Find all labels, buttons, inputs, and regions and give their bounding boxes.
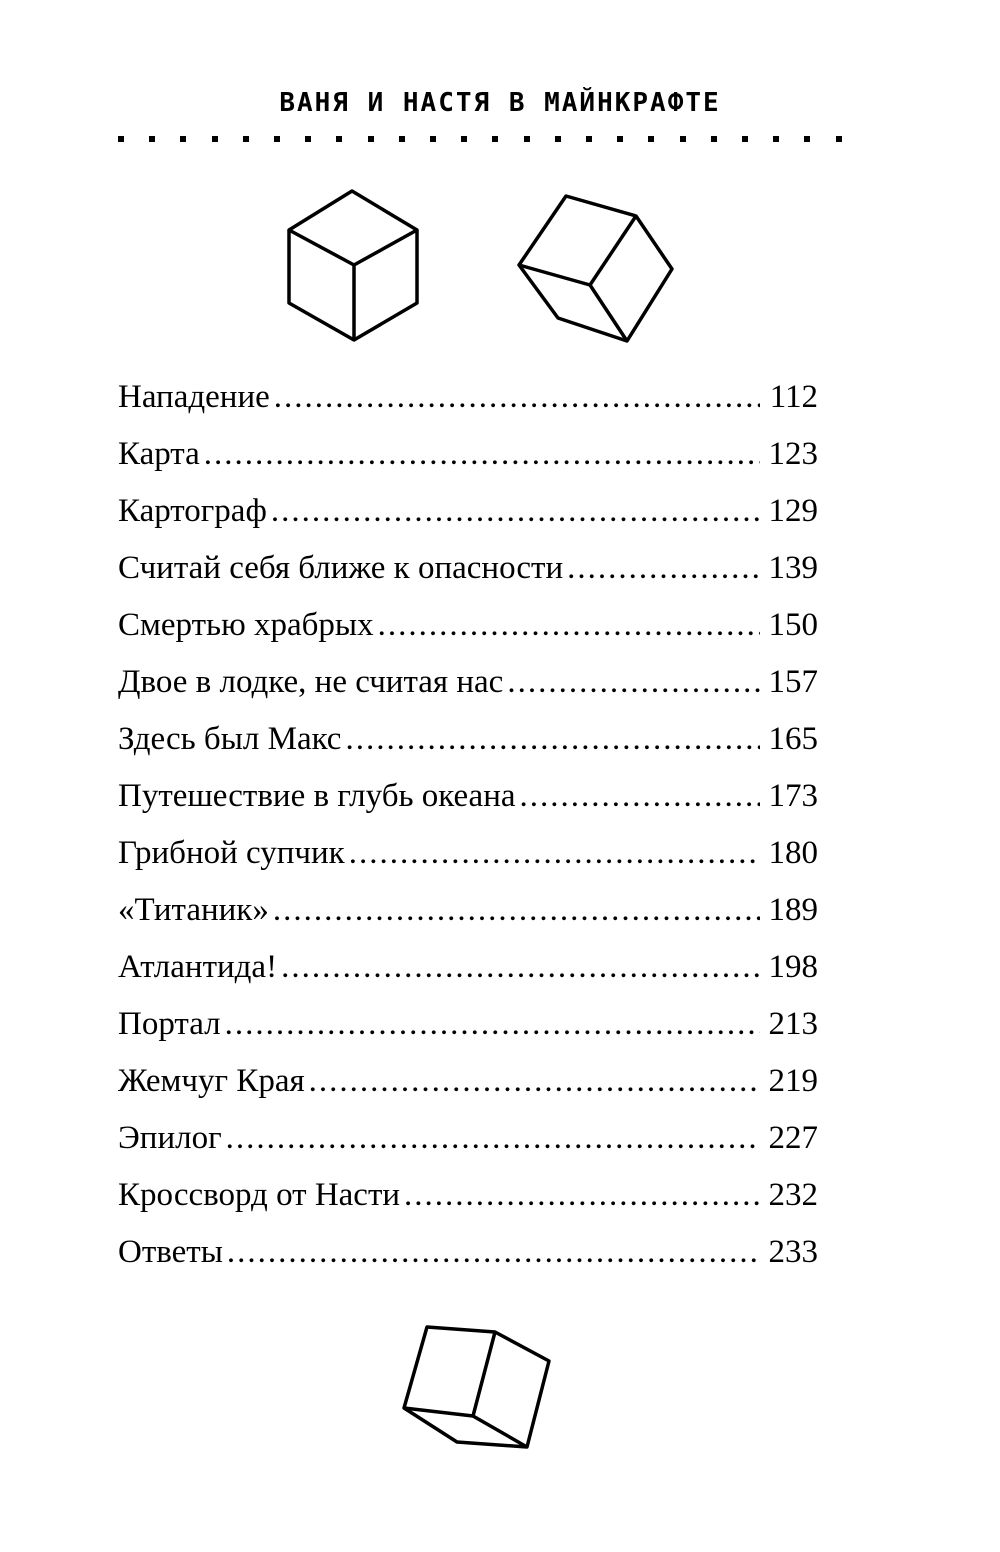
toc-dot-leader xyxy=(225,1004,760,1044)
toc-entry-page: 165 xyxy=(768,721,818,757)
toc-entry-title: Атлантида! xyxy=(118,949,278,985)
toc-dot-leader xyxy=(349,833,760,873)
toc-dot-leader xyxy=(226,1118,760,1158)
toc-entry-page: 227 xyxy=(768,1120,818,1156)
toc-entry xyxy=(118,1061,818,1118)
toc-entry-page: 150 xyxy=(768,607,818,643)
toc-entry-page: 112 xyxy=(769,379,818,415)
toc-entry-title: Картограф xyxy=(118,493,267,529)
toc-entry-page: 157 xyxy=(768,664,818,700)
toc-dot-leader xyxy=(274,377,760,417)
toc-entry-title: Нападение xyxy=(118,379,270,415)
toc-entry-page: 139 xyxy=(768,550,818,586)
toc-entry xyxy=(118,1175,818,1232)
toc-entry-title: Здесь был Макс xyxy=(118,721,342,757)
toc-entry xyxy=(118,662,818,719)
toc-entry-page: 129 xyxy=(768,493,818,529)
toc-entry-title: Эпилог xyxy=(118,1120,222,1156)
toc-entry xyxy=(118,377,818,434)
toc-entry-title: Двое в лодке, не считая нас xyxy=(118,664,504,700)
toc-dot-leader xyxy=(567,548,760,588)
dotted-divider xyxy=(118,136,854,146)
toc-entry-title: Кроссворд от Насти xyxy=(118,1177,401,1213)
toc-entry-page: 173 xyxy=(768,778,818,814)
toc-dot-leader xyxy=(281,947,760,987)
toc-entry xyxy=(118,548,818,605)
toc-entry-page: 180 xyxy=(768,835,818,871)
toc-entry-page: 233 xyxy=(768,1234,818,1270)
toc-entry xyxy=(118,434,818,491)
toc-dot-leader xyxy=(227,1232,760,1272)
toc-entry-page: 198 xyxy=(768,949,818,985)
toc-entry-page: 189 xyxy=(768,892,818,928)
table-of-contents xyxy=(118,377,818,1289)
toc-entry-title: Жемчуг Края xyxy=(118,1063,305,1099)
toc-entry xyxy=(118,1004,818,1061)
cube-icon xyxy=(398,1320,558,1455)
toc-entry-page: 213 xyxy=(768,1006,818,1042)
toc-dot-leader xyxy=(507,662,760,702)
toc-entry xyxy=(118,605,818,662)
running-header: ВАНЯ И НАСТЯ В МАЙНКРАФТЕ xyxy=(279,88,721,118)
toc-dot-leader xyxy=(520,776,760,816)
toc-entry xyxy=(118,890,818,947)
toc-entry xyxy=(118,719,818,776)
toc-entry-page: 123 xyxy=(768,436,818,472)
toc-dot-leader xyxy=(273,890,760,930)
toc-entry-title: Грибной супчик xyxy=(118,835,345,871)
toc-entry xyxy=(118,1232,818,1289)
toc-entry-title: Считай себя ближе к опасности xyxy=(118,550,564,586)
toc-entry-page: 232 xyxy=(768,1177,818,1213)
toc-entry-title: Портал xyxy=(118,1006,221,1042)
toc-dot-leader xyxy=(309,1061,760,1101)
toc-entry-title: Путешествие в глубь океана xyxy=(118,778,516,814)
toc-entry xyxy=(118,947,818,1004)
cube-icon xyxy=(513,190,678,350)
toc-entry-page: 219 xyxy=(768,1063,818,1099)
toc-dot-leader xyxy=(204,434,760,474)
toc-entry xyxy=(118,491,818,548)
toc-entry-title: Карта xyxy=(118,436,200,472)
toc-dot-leader xyxy=(271,491,760,531)
toc-entry-title: «Титаник» xyxy=(118,892,269,928)
toc-dot-leader xyxy=(404,1175,760,1215)
toc-entry xyxy=(118,1118,818,1175)
toc-entry xyxy=(118,833,818,890)
toc-entry-title: Смертью храбрых xyxy=(118,607,374,643)
toc-dot-leader xyxy=(378,605,760,645)
toc-entry-title: Ответы xyxy=(118,1234,223,1270)
toc-entry xyxy=(118,776,818,833)
cube-icon xyxy=(280,185,425,345)
toc-dot-leader xyxy=(345,719,760,759)
